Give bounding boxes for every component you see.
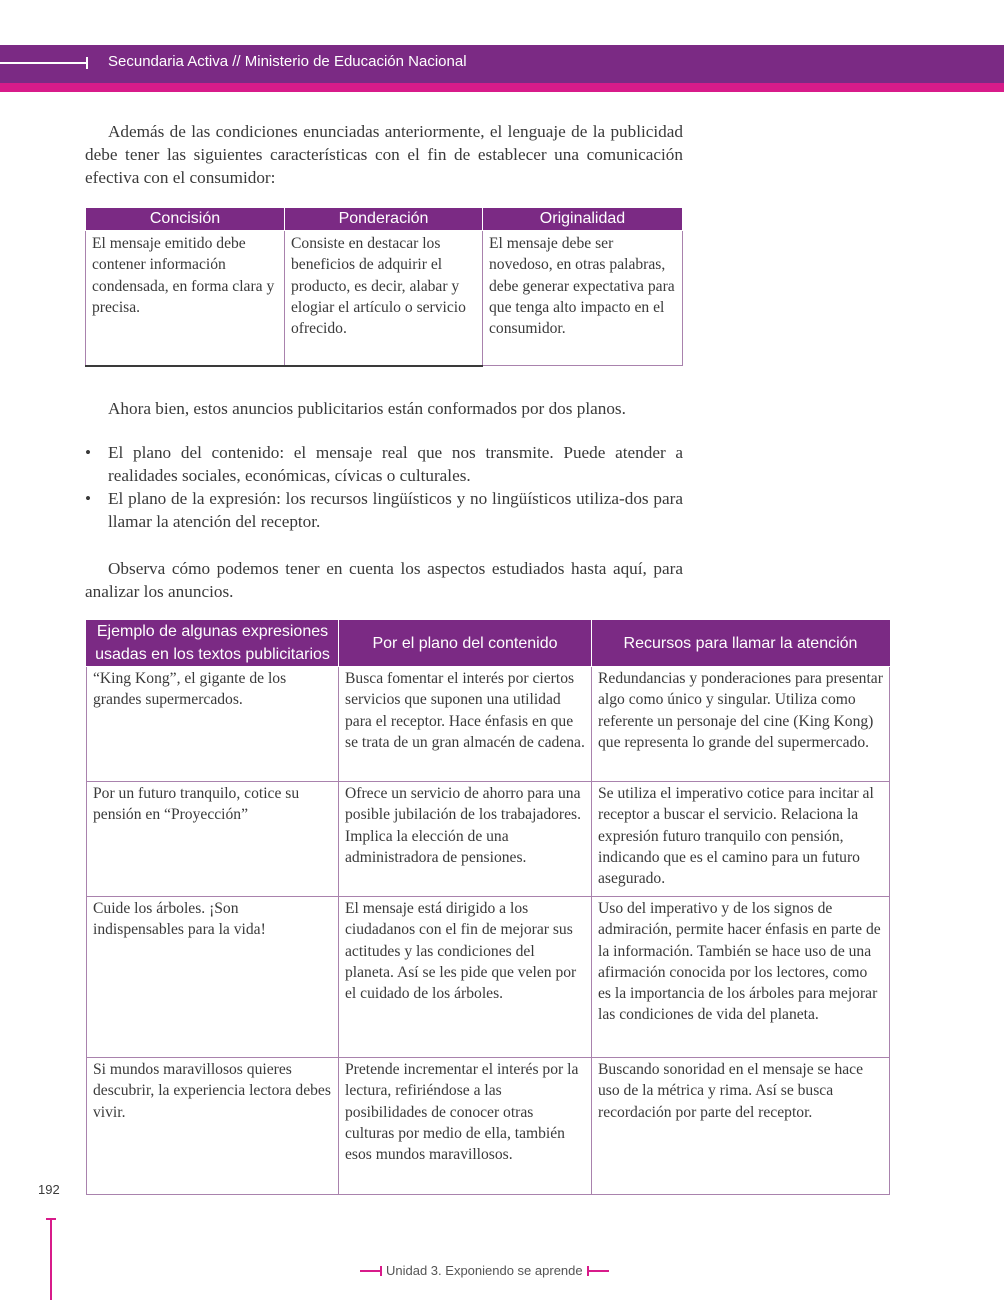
footer-rule-right [587, 1270, 609, 1272]
list-item-text: El plano del contenido: el mensaje real que nos transmite. Puede atender a realidades sociales, económicas, cívicas o culturales. [108, 443, 683, 485]
header-examples: Ejemplo de algunas expresiones usadas en los textos publicitarios [87, 620, 339, 667]
resources-cell: Redundancias y ponderaciones para presentar algo como único y singular. Utiliza como referente un personaje del cine (King Kong) que representa lo grande del supermercado. [592, 667, 890, 782]
list-item-text: El plano de la expresión: los recursos lingüísticos y no lingüísticos utiliza-dos para llamar la atención del receptor. [108, 489, 683, 531]
characteristics-header-row [86, 208, 683, 231]
example-cell: Si mundos maravillosos quieres descubrir, la experiencia lectora debes vivir. [87, 1058, 339, 1195]
characteristics-table [85, 207, 683, 366]
header-originalidad: Originalidad [483, 208, 683, 231]
footer-text [386, 1263, 583, 1278]
header-rule [0, 62, 87, 64]
resources-cell: Uso del imperativo y de los signos de admiración, permite hacer énfasis en parte de la información. También se hace uso de una afirmación conocida por los lectores, como es la importancia de los árboles para mejorar las condiciones de vida del planeta. [592, 897, 890, 1058]
content-cell: Ofrece un servicio de ahorro para una posible jubilación de los trabajadores. Implica la elección de una administradora de pensiones. [339, 782, 592, 897]
footer-unit: Unidad 3. [386, 1263, 442, 1279]
table-row [87, 667, 890, 782]
intro-text: Además de las condiciones enunciadas anteriormente, el lenguaje de la publicidad debe tener las siguientes características con el fin de establecer una comunicación efectiva con el consumidor: [85, 122, 683, 187]
content-cell: Busca fomentar el interés por ciertos servicios que suponen una utilidad para el receptor. Hace énfasis en que se trata de un gran almacén de cadena. [339, 667, 592, 782]
footer [360, 1262, 609, 1278]
content-cell: El mensaje está dirigido a los ciudadanos con el fin de mejorar sus actitudes y las condiciones del planeta. Así se les pide que velen por el cuidado de los árboles. [339, 897, 592, 1058]
list-item [85, 441, 683, 487]
header-concision: Concisión [86, 208, 285, 231]
analysis-text: Observa cómo podemos tener en cuenta los aspectos estudiados hasta aquí, para analizar los anuncios. [85, 559, 683, 601]
examples-header-row [87, 620, 890, 667]
example-cell: Cuide los árboles. ¡Son indispensables para la vida! [87, 897, 339, 1058]
cell-ponderacion: Consiste en destacar los beneficios de adquirir el producto, es decir, alabar y elogiar el artículo o servicio ofrecido. [285, 231, 483, 366]
header-rule-tick [86, 57, 88, 69]
list-item [85, 487, 683, 533]
footer-rule-left [360, 1270, 382, 1272]
example-cell: Por un futuro tranquilo, cotice su pensión en “Proyección” [87, 782, 339, 897]
header-content-plane: Por el plano del contenido [339, 620, 592, 667]
header-attention-resources: Recursos para llamar la atención [592, 620, 890, 667]
header-ponderacion: Ponderación [285, 208, 483, 231]
planes-list [85, 441, 683, 533]
examples-table [86, 620, 890, 1195]
footer-title: Exponiendo se aprende [445, 1263, 583, 1279]
intro-paragraph [85, 120, 683, 189]
example-cell: “King Kong”, el gigante de los grandes supermercados. [87, 667, 339, 782]
bullet-icon: • [85, 489, 92, 508]
cell-concision: El mensaje emitido debe contener información condensada, en forma clara y precisa. [86, 231, 285, 366]
resources-cell: Se utiliza el imperativo cotice para incitar al receptor a buscar el servicio. Relaciona la expresión futuro tranquilo con pensión, indicando que es el camino para un futuro asegurado. [592, 782, 890, 897]
analysis-paragraph [85, 557, 683, 603]
planes-text: Ahora bien, estos anuncios publicitarios están conformados por dos planos. [108, 399, 626, 418]
bullet-icon: • [85, 443, 92, 462]
header-stripe [0, 83, 1004, 92]
resources-cell: Buscando sonoridad en el mensaje se hace uso de la métrica y rima. Así se busca recordación por parte del receptor. [592, 1058, 890, 1195]
characteristics-row [86, 231, 683, 366]
table-row [87, 782, 890, 897]
table-row [87, 1058, 890, 1195]
cell-originalidad: El mensaje debe ser novedoso, en otras palabras, debe generar expectativa para que tenga alto impacto en el consumidor. [483, 231, 683, 366]
content-cell: Pretende incrementar el interés por la lectura, refiriéndose a las posibilidades de conocer otras culturas por medio de ella, también esos mundos maravillosos. [339, 1058, 592, 1195]
planes-paragraph [85, 397, 683, 420]
table-row [87, 897, 890, 1058]
header-title: Secundaria Activa // Ministerio de Educación Nacional [108, 53, 467, 70]
side-rule [50, 1218, 52, 1300]
table-base-rule [85, 365, 483, 367]
page-number: 192 [38, 1182, 60, 1197]
